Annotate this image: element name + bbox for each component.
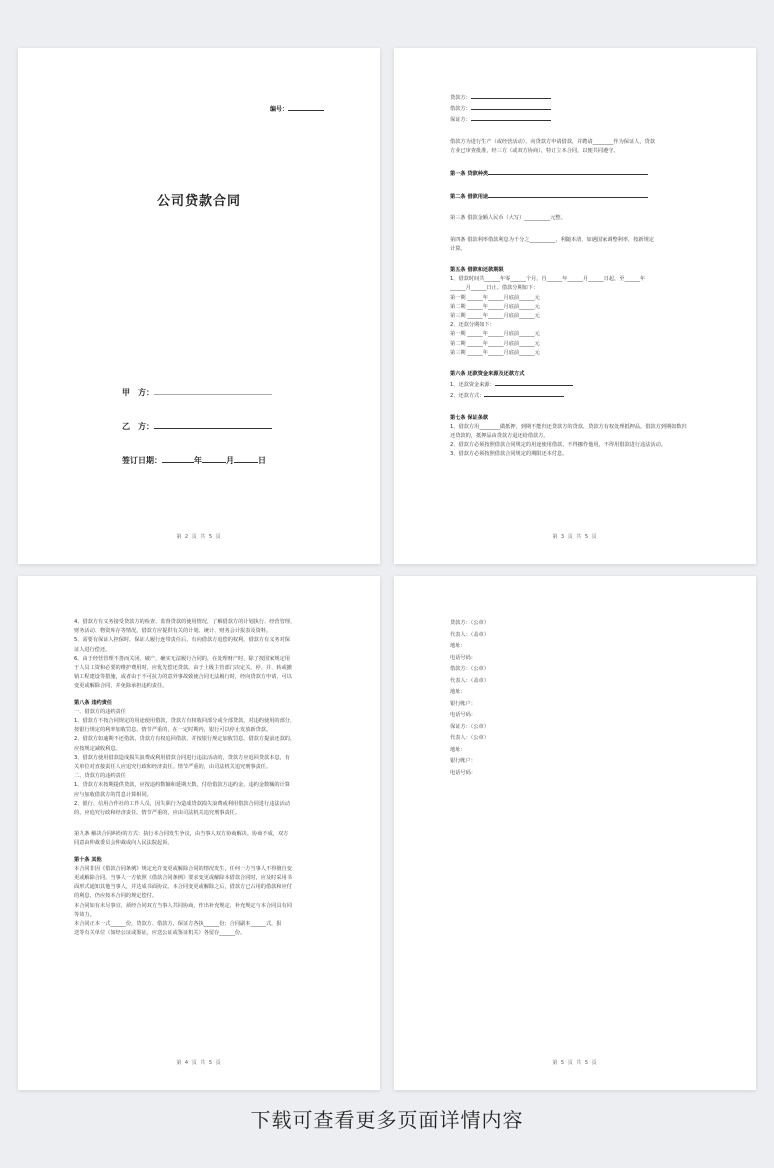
text-line: 2、借款方如逾期不还借款，贷款方有权追回借款，并按银行规定加收罚息。借款方提前还款的，	[74, 736, 296, 743]
clause-heading: 第六条 还款资金来源及还款方式	[450, 371, 525, 378]
clause-heading: 第十条 其他	[74, 856, 102, 863]
page-footer: 第 5 页 共 5 页	[552, 1060, 598, 1066]
text-line: 代表人：（公章）	[450, 735, 489, 741]
text-line: 送等有关单位（如经公证或鉴证，应送公证或鉴证机关）各留存______份。	[74, 930, 246, 937]
text-line: 等效力。	[74, 911, 95, 918]
text-line: 二、贷款方的违约责任	[74, 773, 126, 780]
year-label: 年	[194, 456, 202, 465]
text-line: 方业已审查批准，经三方（或双方协商），特订立本合同，以便共同遵守。	[450, 147, 619, 154]
clause-heading: 第七条 保证条款	[450, 414, 489, 421]
text-line: 借款方为进行生产（或经营活动），向贷款方申请借款，并聘请________作为保证人，贷款	[450, 138, 655, 145]
text-line: 销工程建设等措施，或者由于不可抗力的意外事故致使合同无法履行时，经向贷款方申请，可以	[74, 674, 292, 681]
party-a-row	[122, 386, 272, 398]
party-a-blank	[154, 386, 272, 395]
page-title: 公司贷款合同	[156, 194, 241, 209]
contract-body	[450, 92, 710, 460]
month-label: 月	[226, 456, 234, 465]
text-line: 1、借款时间共______年零______个月，自______年______月______日起，至______年	[450, 276, 646, 283]
party-b-row	[122, 420, 272, 432]
text-line: 银行帐户：	[450, 758, 476, 764]
text-line: 的，应追究行政和经济责任。情节严重的，应由司法机关追究刑事责任。	[74, 810, 241, 817]
text-line: 第四条 借款利率借款利息为千分之__________，利随本清，如遇国家调整利率，按新规定	[450, 236, 654, 243]
text-line: 于人员工资和必要的维护费用时，应优先偿还贷款。由于上级主管部门决定关、停、并、转或撤	[74, 665, 292, 672]
text-line: 1、还款资金来源：	[450, 379, 710, 390]
serial-number	[270, 104, 324, 113]
text-line: 计算。	[450, 245, 466, 252]
text-line: ______月______日止。借款分期如下：	[450, 285, 539, 292]
text-line: 关单位对直接责任人应追究行政和经济责任。情节严重的，由司法机关追究刑事责任。	[74, 764, 272, 771]
page-footer: 第 2 页 共 5 页	[176, 534, 222, 540]
text-line: 一、借款方的违约责任	[74, 708, 126, 715]
signature-block	[450, 618, 710, 779]
text-line: 第一期 ______年______月底前______元	[450, 331, 540, 338]
contract-page-cover	[18, 48, 380, 564]
text-line: 电话号码：	[450, 654, 476, 661]
page-footer: 第 4 页 共 5 页	[176, 1060, 222, 1066]
text-line: 借款方：	[450, 103, 710, 114]
text-line: 本合同非因《借款合同条例》规定允许变更或解除合同的情况发生，任何一方当事人不得擅自变	[74, 865, 292, 872]
month-blank	[202, 454, 226, 463]
text-line: 保证方：（公章）	[450, 723, 489, 730]
party-b-label: 乙 方：	[122, 422, 154, 431]
text-line: 本合同正本一式______份，贷款方、借款方、保证方各执______份；合同副本______式，报	[74, 921, 282, 928]
text-line: 的利息，仍应按本合同的规定偿付。	[74, 893, 158, 900]
clause-heading: 第五条 借款和还款期限	[450, 267, 504, 274]
sign-date-label: 签订日期：	[122, 456, 162, 465]
serial-label: 编号：	[269, 106, 288, 113]
text-line: 1、贷款方未按期提供贷款，应按违约数额和延期天数，付给借款方违约金。违约金数额的计算	[74, 782, 290, 789]
party-a-label: 甲 方：	[122, 388, 154, 397]
text-line: 财务活动、物资库存等情况。借款方应提供有关的计划、统计、财务会计报表及资料。	[74, 628, 272, 635]
text-line: 变更或解除合同，并免除承担违约责任。	[74, 683, 168, 690]
clause-heading: 第八条 违约责任	[74, 699, 113, 706]
text-line: 5、需要有保证人担保时，保证人履行连带责任后，有向借款方追偿的权利，借款方有义务对保	[74, 637, 290, 644]
text-line: 还贷款的，抵押品由贷款方退还给借款方。	[450, 433, 549, 440]
clause-heading: 第一条 贷款种类	[450, 168, 710, 179]
day-blank	[234, 454, 258, 463]
serial-blank	[288, 104, 324, 111]
clause-heading: 第二条 借款用途	[450, 191, 710, 202]
text-line: 银行帐户：	[450, 700, 476, 707]
text-line: 第一期 ______年______月底前______元	[450, 294, 540, 301]
text-line: 本合同如有未尽事宜，须经合同双方当事人共同协商，作出补充规定，补充规定与本合同具有同	[74, 902, 292, 909]
text-line: 3、借款方必须按照借款合同规定的期限还本付息。	[450, 451, 568, 458]
text-line: 第三期 ______年______月底前______元	[450, 313, 540, 320]
text-line: 第三期 ______年______月底前______元	[450, 349, 540, 356]
year-blank	[162, 454, 194, 463]
party-b-blank	[154, 420, 272, 429]
text-line: 贷款方：	[450, 92, 710, 103]
text-line: 地址：	[450, 746, 466, 753]
text-line: 1、借款方用________做抵押，到期不能归还贷款方的贷款，贷款方有权处理抵押品。借款方到期如数归	[450, 423, 687, 430]
text-line: 2、借款方必须按照借款合同规定的用途使用借款，不得挪作他用，不得用借款进行违法活动。	[450, 442, 666, 449]
day-label: 日	[258, 456, 266, 465]
text-line: 电话号码：	[450, 712, 476, 718]
download-banner: 下载可查看更多页面详情内容	[250, 1108, 524, 1132]
text-line: 2、还款方式：	[450, 390, 710, 401]
text-line: 借款方：（公章）	[450, 666, 489, 672]
text-line: 地址：	[450, 689, 466, 695]
text-line: 地址：	[450, 643, 466, 649]
contract-page-5	[394, 576, 756, 1090]
text-line: 6、由于经营管理不善而关闭、破产，确实无法履行合同的，在处理财产时，除了按国家规定用	[74, 655, 290, 662]
text-line: 3、借款方使用借款造成损失浪费或利用借款合同进行违法活动的，贷款方应追回贷款本息，有	[74, 754, 290, 761]
text-line: 电话号码：	[450, 769, 476, 776]
text-line: 1、借款方不按合同规定的用途使用借款，贷款方有权收回部分或全部贷款，对违约使用的部分，	[74, 718, 296, 725]
sign-date-row	[122, 454, 266, 466]
text-line: 按银行规定的利率加收罚息。情节严重的，在一定时期内，银行可以停止发放新贷款。	[74, 727, 272, 734]
text-line: 第二期 ______年______月底前______元	[450, 340, 540, 347]
text-line: 应与加收借款方的罚息计算相同。	[74, 791, 152, 798]
contract-body	[74, 618, 334, 939]
text-line: 面形式通知其他当事人，并达成书面协议。本合同变更或解除之后，借款方已占用的借款和应付	[74, 884, 292, 891]
text-line: 2、还款分期如下：	[450, 322, 495, 329]
text-line: 第九条 解决合同纠纷的方式：执行本合同发生争议，由当事人双方协商解决。协商不成，双方	[74, 831, 289, 838]
page-footer: 第 3 页 共 5 页	[552, 534, 598, 540]
text-line: 证人进行偿还。	[74, 646, 111, 653]
text-line: 第二期 ______年______月底前______元	[450, 303, 540, 310]
text-line: 更或解除合同。当事人一方依照《借款合同条例》要求变更或解除本借款合同时，应及时采用书	[74, 875, 292, 882]
contract-page-4	[18, 576, 380, 1090]
text-line: 保证方：	[450, 114, 710, 125]
text-line: 代表人：（盖章）	[450, 631, 489, 638]
text-line: 2、银行、信用合作社的工作人员，因失职行为造成贷款损失浪费或利用借款合同进行违法活动	[74, 800, 290, 807]
text-line: 第三条 借款金额人民币（大写）__________元整。	[450, 215, 566, 222]
text-line: 应按规定减收利息。	[74, 745, 121, 752]
text-line: 代表人：（盖章）	[450, 677, 489, 684]
text-line: 贷款方：（公章）	[450, 620, 489, 626]
text-line: 同意由仲裁委员会仲裁或向人民法院起诉。	[74, 840, 173, 847]
text-line: 4、借款方有义务接受贷款方的检查、监督贷款的使用情况，了解借款方的计划执行、经营管理、	[74, 619, 296, 625]
contract-page-3	[394, 48, 756, 564]
